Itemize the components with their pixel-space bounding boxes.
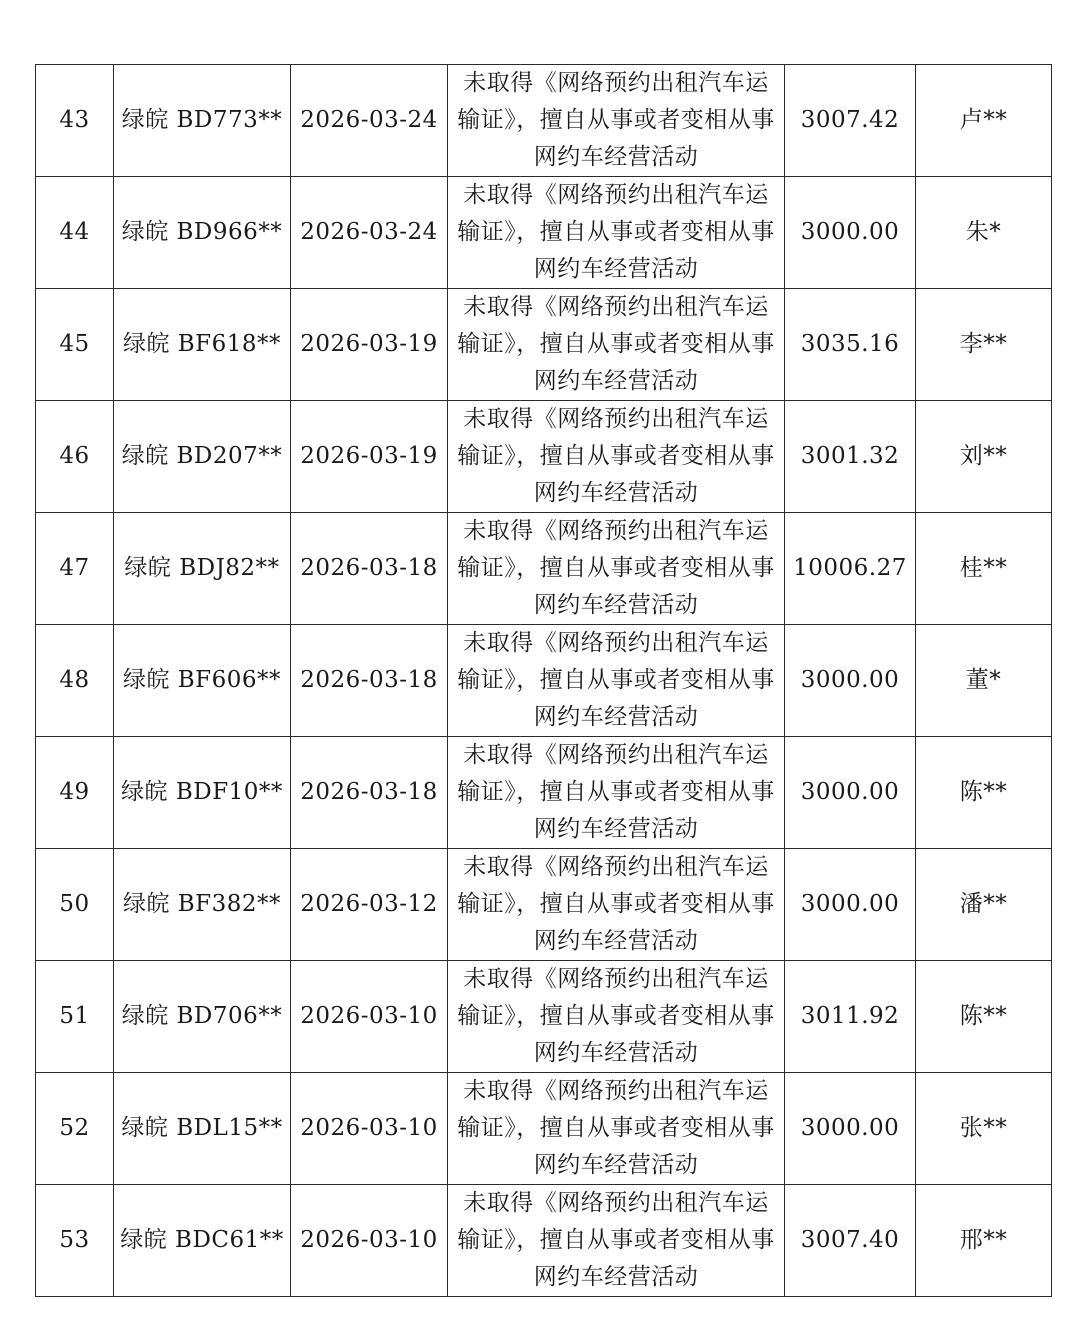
plate-number-cell: 绿皖 BF606** [114,625,291,737]
date-cell: 2026-03-24 [291,177,448,289]
date-cell: 2026-03-18 [291,513,448,625]
violation-reason-cell: 未取得《网络预约出租汽车运输证》，擅自从事或者变相从事网约车经营活动 [448,961,785,1073]
violation-reason-cell: 未取得《网络预约出租汽车运输证》，擅自从事或者变相从事网约车经营活动 [448,1073,785,1185]
party-name-cell: 邢** [916,1185,1052,1297]
penalty-amount-cell: 3007.42 [785,65,916,177]
violation-reason-cell: 未取得《网络预约出租汽车运输证》，擅自从事或者变相从事网约车经营活动 [448,401,785,513]
party-name-cell: 陈** [916,737,1052,849]
penalty-amount-cell: 3035.16 [785,289,916,401]
date-cell: 2026-03-18 [291,625,448,737]
plate-number-cell: 绿皖 BD773** [114,65,291,177]
date-cell: 2026-03-10 [291,1073,448,1185]
penalty-amount-cell: 3007.40 [785,1185,916,1297]
table-row [36,289,1052,401]
penalty-amount-cell: 3011.92 [785,961,916,1073]
date-cell: 2026-03-19 [291,289,448,401]
plate-number-cell: 绿皖 BF382** [114,849,291,961]
party-name-cell: 潘** [916,849,1052,961]
plate-number-cell: 绿皖 BF618** [114,289,291,401]
violation-reason-cell: 未取得《网络预约出租汽车运输证》，擅自从事或者变相从事网约车经营活动 [448,65,785,177]
row-number-cell: 52 [36,1073,114,1185]
row-number-cell: 47 [36,513,114,625]
row-number-cell: 44 [36,177,114,289]
plate-number-cell: 绿皖 BD966** [114,177,291,289]
party-name-cell: 桂** [916,513,1052,625]
plate-number-cell: 绿皖 BDF10** [114,737,291,849]
row-number-cell: 43 [36,65,114,177]
plate-number-cell: 绿皖 BDC61** [114,1185,291,1297]
table-row [36,65,1052,177]
date-cell: 2026-03-19 [291,401,448,513]
penalty-amount-cell: 3000.00 [785,849,916,961]
party-name-cell: 张** [916,1073,1052,1185]
penalty-amount-cell: 3000.00 [785,737,916,849]
party-name-cell: 董* [916,625,1052,737]
violation-reason-cell: 未取得《网络预约出租汽车运输证》，擅自从事或者变相从事网约车经营活动 [448,737,785,849]
row-number-cell: 48 [36,625,114,737]
row-number-cell: 49 [36,737,114,849]
plate-number-cell: 绿皖 BD207** [114,401,291,513]
table-row [36,625,1052,737]
table-row [36,1185,1052,1297]
row-number-cell: 45 [36,289,114,401]
table-row [36,737,1052,849]
date-cell: 2026-03-24 [291,65,448,177]
table-row [36,961,1052,1073]
table-row [36,177,1052,289]
table-row [36,513,1052,625]
plate-number-cell: 绿皖 BD706** [114,961,291,1073]
row-number-cell: 51 [36,961,114,1073]
penalty-amount-cell: 10006.27 [785,513,916,625]
plate-number-cell: 绿皖 BDL15** [114,1073,291,1185]
violation-reason-cell: 未取得《网络预约出租汽车运输证》，擅自从事或者变相从事网约车经营活动 [448,625,785,737]
party-name-cell: 卢** [916,65,1052,177]
date-cell: 2026-03-12 [291,849,448,961]
penalty-records-table [35,64,1052,1297]
violation-reason-cell: 未取得《网络预约出租汽车运输证》，擅自从事或者变相从事网约车经营活动 [448,177,785,289]
penalty-amount-cell: 3000.00 [785,1073,916,1185]
party-name-cell: 朱* [916,177,1052,289]
table-row [36,1073,1052,1185]
table-row [36,849,1052,961]
penalty-amount-cell: 3001.32 [785,401,916,513]
penalty-records-body [36,65,1052,1297]
violation-reason-cell: 未取得《网络预约出租汽车运输证》，擅自从事或者变相从事网约车经营活动 [448,289,785,401]
violation-reason-cell: 未取得《网络预约出租汽车运输证》，擅自从事或者变相从事网约车经营活动 [448,849,785,961]
party-name-cell: 李** [916,289,1052,401]
row-number-cell: 50 [36,849,114,961]
row-number-cell: 46 [36,401,114,513]
penalty-amount-cell: 3000.00 [785,177,916,289]
violation-reason-cell: 未取得《网络预约出租汽车运输证》，擅自从事或者变相从事网约车经营活动 [448,1185,785,1297]
penalty-amount-cell: 3000.00 [785,625,916,737]
date-cell: 2026-03-10 [291,1185,448,1297]
date-cell: 2026-03-10 [291,961,448,1073]
row-number-cell: 53 [36,1185,114,1297]
party-name-cell: 陈** [916,961,1052,1073]
table-row [36,401,1052,513]
violation-reason-cell: 未取得《网络预约出租汽车运输证》，擅自从事或者变相从事网约车经营活动 [448,513,785,625]
date-cell: 2026-03-18 [291,737,448,849]
party-name-cell: 刘** [916,401,1052,513]
plate-number-cell: 绿皖 BDJ82** [114,513,291,625]
